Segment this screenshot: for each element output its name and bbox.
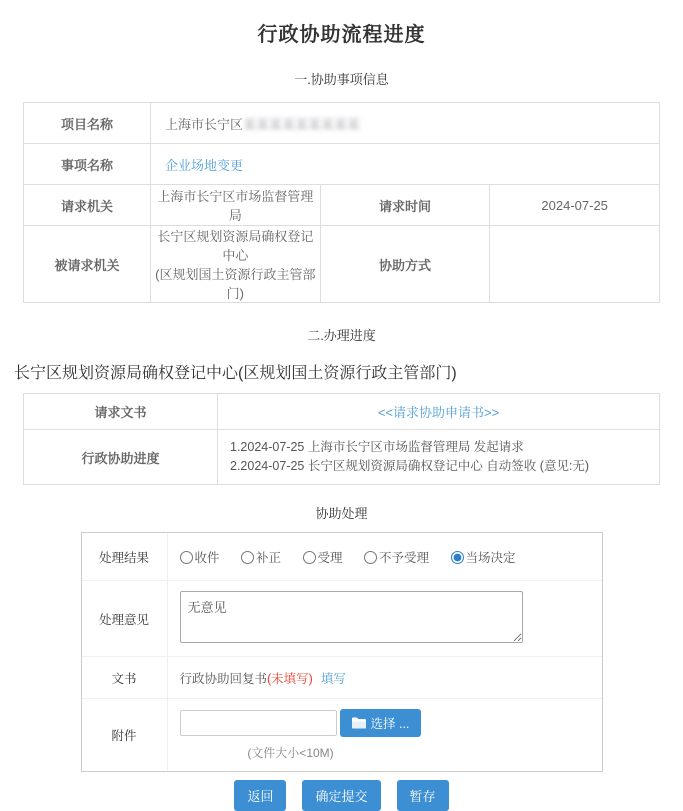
- radio-option-correct[interactable]: [241, 551, 285, 565]
- radio-onspot[interactable]: [451, 551, 464, 564]
- table-row: [24, 430, 660, 485]
- requested-org-value: [151, 226, 321, 303]
- attachment-label: 附件: [82, 699, 168, 771]
- assist-handle-panel: [81, 532, 603, 772]
- requested-org-label: 被请求机关: [24, 226, 151, 303]
- item-name-link[interactable]: 企业场地变更: [165, 157, 244, 173]
- request-org-value: 上海市长宁区市场监督管理局: [151, 185, 321, 226]
- table-row: [24, 144, 660, 185]
- table-row: [24, 185, 660, 226]
- progress-table: [23, 393, 660, 485]
- project-name-redacted: 某某某某某某某某某: [243, 116, 361, 132]
- assist-progress-label: 行政协助进度: [24, 430, 218, 485]
- radio-option-receive[interactable]: [180, 551, 224, 565]
- choose-file-label: 选择 ...: [370, 717, 410, 731]
- request-time-label: 请求时间: [320, 185, 490, 226]
- table-row: [24, 226, 660, 303]
- progress-step-2: 2.2024-07-25 长宁区规划资源局确权登记中心 自动签收 (意见:无): [230, 459, 590, 473]
- back-button[interactable]: 返回: [234, 780, 286, 811]
- document-label: 文书: [82, 657, 168, 698]
- assist-mode-label: 协助方式: [320, 226, 490, 303]
- save-draft-button[interactable]: 暂存: [397, 780, 449, 811]
- project-name-prefix: 上海市长宁区: [165, 116, 244, 132]
- radio-receive-label: 收件: [194, 550, 220, 565]
- section-heading-info: 一.协助事项信息: [294, 72, 389, 87]
- radio-receive[interactable]: [180, 551, 193, 564]
- attachment-filename-input[interactable]: [180, 710, 337, 736]
- result-label: 处理结果: [82, 533, 168, 580]
- opinion-label: 处理意见: [82, 581, 168, 656]
- request-doc-link[interactable]: <<请求协助申请书>>: [377, 405, 500, 420]
- handling-org-heading: 长宁区规划资源局确权登记中心(区规划国土资源行政主管部门): [14, 365, 457, 382]
- footer-buttons: [0, 780, 683, 811]
- result-row: [82, 533, 602, 581]
- assist-mode-value: [490, 226, 660, 303]
- assist-info-table: [23, 102, 660, 303]
- document-name: 行政协助回复书: [179, 671, 268, 686]
- radio-reject-label: 不予受理: [379, 550, 430, 565]
- section-heading-progress: 二.办理进度: [307, 328, 376, 343]
- file-size-hint: (文件大小<10M): [247, 746, 334, 760]
- attachment-row: [82, 699, 602, 771]
- table-row: [24, 103, 660, 144]
- section-heading-handle: 协助处理: [315, 506, 368, 521]
- opinion-row: [82, 581, 602, 657]
- radio-option-reject[interactable]: [364, 551, 433, 565]
- choose-file-button[interactable]: [340, 709, 422, 737]
- radio-option-onspot[interactable]: [451, 551, 516, 565]
- progress-step-1: 1.2024-07-25 上海市长宁区市场监督管理局 发起请求: [230, 440, 524, 454]
- radio-option-accept[interactable]: [303, 551, 347, 565]
- radio-accept-label: 受理: [317, 550, 343, 565]
- radio-accept[interactable]: [303, 551, 316, 564]
- opinion-textarea[interactable]: [180, 591, 523, 643]
- folder-icon: [352, 717, 366, 729]
- result-options: [168, 538, 602, 576]
- assist-progress-value: [218, 430, 660, 485]
- request-org-label: 请求机关: [24, 185, 151, 226]
- confirm-submit-button[interactable]: 确定提交: [302, 780, 380, 811]
- document-status-unfilled: (未填写): [267, 671, 313, 686]
- radio-reject[interactable]: [364, 551, 377, 564]
- radio-correct[interactable]: [241, 551, 254, 564]
- requested-org-line2: (区规划国土资源行政主管部门): [155, 267, 316, 301]
- fill-document-link[interactable]: 填写: [320, 671, 346, 686]
- project-name-value: [151, 103, 660, 144]
- radio-onspot-label: 当场决定: [465, 550, 516, 565]
- item-name-label: 事项名称: [24, 144, 151, 185]
- request-doc-label: 请求文书: [24, 394, 218, 430]
- document-row: [82, 657, 602, 699]
- request-time-value: 2024-07-25: [490, 185, 660, 226]
- table-row: [24, 394, 660, 430]
- requested-org-line1: 长宁区规划资源局确权登记中心: [157, 229, 314, 263]
- radio-correct-label: 补正: [256, 550, 282, 565]
- page-title: 行政协助流程进度: [257, 24, 426, 46]
- project-name-label: 项目名称: [24, 103, 151, 144]
